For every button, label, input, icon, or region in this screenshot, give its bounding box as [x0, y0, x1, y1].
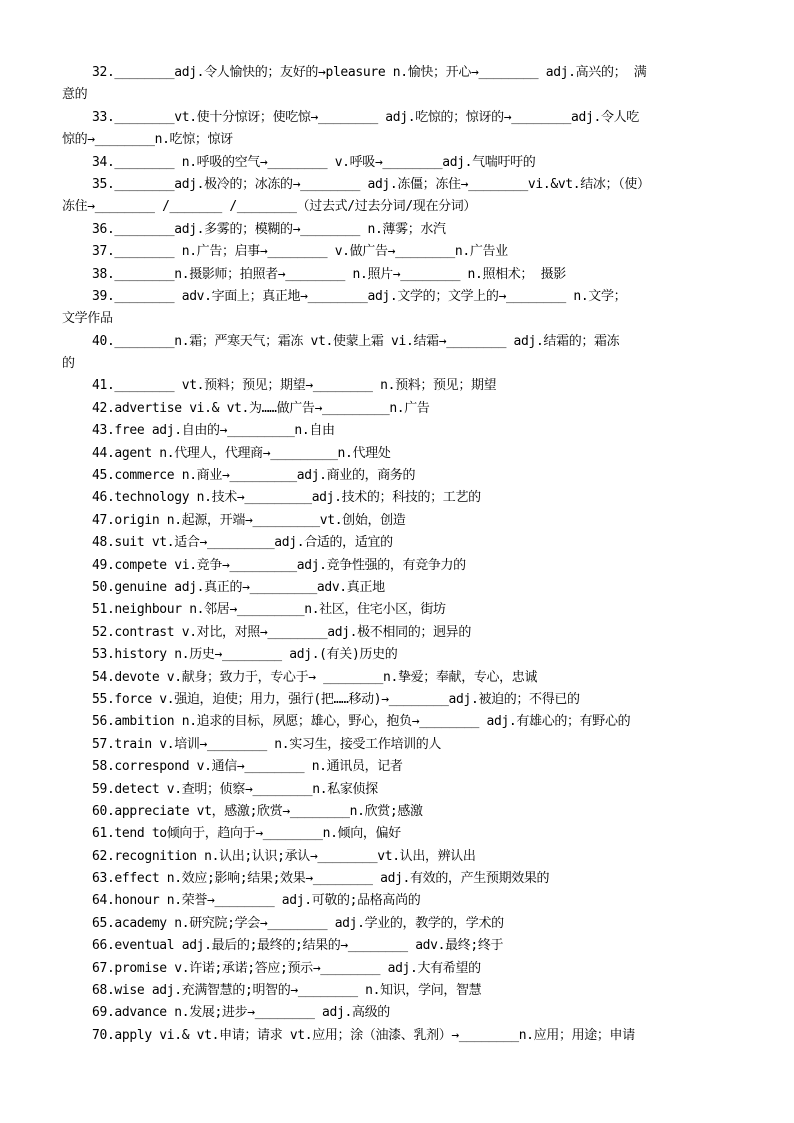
exercise-line: 42.advertise vi.& vt.为……做广告→_________n.广告 — [92, 400, 430, 416]
exercise-line: 66.eventual adj.最后的;最终的;结果的→________ adv.最终;终于 — [92, 938, 504, 954]
exercise-line: 70.apply vi.& vt.申请；请求 vt.应用；涂（油漆、乳剂）→________n.应用；用途；申请 — [92, 1027, 635, 1043]
exercise-line: 38.________n.摄影师；拍照者→________ n.照片→________ n.照相术； 摄影 — [92, 266, 566, 282]
exercise-line: 57.train v.培训→________ n.实习生，接受工作培训的人 — [92, 736, 442, 752]
exercise-line-continuation: 的 — [62, 356, 75, 372]
exercise-line: 32.________adj.令人愉快的；友好的→pleasure n.愉快；开心→________ adj.高兴的； 满 — [92, 65, 647, 80]
exercise-line: 37.________ n.广告；启事→________ v.做广告→________n.广告业 — [92, 244, 508, 260]
exercise-line-continuation: 文学作品 — [62, 311, 113, 327]
exercise-line: 46.technology n.技术→_________adj.技术的；科技的；工艺的 — [92, 490, 481, 506]
exercise-line: 58.correspond v.通信→________ n.通讯员，记者 — [92, 759, 403, 775]
exercise-line: 50.genuine adj.真正的→_________adv.真正地 — [92, 579, 385, 595]
exercise-line: 69.advance n.发展;进步→________ adj.高级的 — [92, 1005, 390, 1021]
exercise-line: 44.agent n.代理人，代理商→_________n.代理处 — [92, 445, 391, 461]
exercise-line: 49.compete vi.竞争→_________adj.竞争性强的，有竞争力的 — [92, 557, 466, 573]
exercise-line: 68.wise adj.充满智慧的;明智的→________ n.知识，学问，智慧 — [92, 983, 482, 999]
exercise-line: 33.________vt.使十分惊讶；使吃惊→________ adj.吃惊的；惊讶的→________adj.令人吃 — [92, 109, 639, 125]
exercise-line: 53.history n.历史→________ adj.(有关)历史的 — [92, 647, 398, 663]
exercise-line: 52.contrast v.对比，对照→________adj.极不相同的；迥异的 — [92, 624, 471, 640]
exercise-line: 62.recognition n.认出;认识;承认→________vt.认出，辨认出 — [92, 848, 476, 864]
exercise-line: 36.________adj.多雾的；模糊的→________ n.薄雾；水汽 — [92, 221, 446, 237]
exercise-line: 41.________ vt.预料；预见；期望→________ n.预料；预见；期望 — [92, 378, 497, 394]
exercise-line: 61.tend to倾向于，趋向于→________n.倾向，偏好 — [92, 826, 401, 842]
exercise-line-continuation: 意的 — [62, 87, 88, 103]
exercise-line: 48.suit vt.适合→_________adj.合适的，适宜的 — [92, 535, 393, 551]
exercise-line: 56.ambition n.追求的目标，夙愿；雄心，野心，抱负→________ adj.有雄心的；有野心的 — [92, 714, 631, 730]
exercise-line: 55.force v.强迫，迫使；用力，强行(把……移动)→________adj.被迫的；不得已的 — [92, 691, 580, 707]
exercise-line: 39.________ adv.字面上；真正地→________adj.文学的；文学上的→________ n.文学； — [92, 288, 627, 304]
exercise-line: 67.promise v.许诺;承诺;答应;预示→________ adj.大有希望的 — [92, 960, 481, 976]
exercise-line-continuation: 冻住→________ /_______ /________（过去式/过去分词/现在分词） — [62, 199, 477, 215]
exercise-line: 51.neighbour n.邻居→_________n.社区，住宅小区，街坊 — [92, 602, 446, 618]
exercise-line: 43.free adj.自由的→_________n.自由 — [92, 423, 335, 439]
exercise-line: 63.effect n.效应;影响;结果;效果→________ adj.有效的，产生预期效果的 — [92, 871, 550, 887]
exercise-line: 40.________n.霜；严寒天气；霜冻 vt.使蒙上霜 vi.结霜→________ adj.结霜的；霜冻 — [92, 333, 620, 349]
exercise-line: 47.origin n.起源，开端→_________vt.创始，创造 — [92, 512, 406, 528]
exercise-line: 64.honour n.荣誉→________ adj.可敬的;品格高尚的 — [92, 893, 421, 909]
vocabulary-exercise-list — [62, 62, 738, 1047]
exercise-line: 60.appreciate vt，感激;欣赏→________n.欣赏;感激 — [92, 803, 423, 819]
exercise-line-continuation: 惊的→________n.吃惊；惊讶 — [62, 132, 233, 148]
exercise-line: 59.detect v.查明；侦察→________n.私家侦探 — [92, 781, 378, 797]
exercise-line: 34.________ n.呼吸的空气→________ v.呼吸→________adj.气喘吁吁的 — [92, 154, 536, 170]
exercise-line: 54.devote v.献身；致力于，专心于→ ________n.挚爱；奉献，专心，忠诚 — [92, 669, 538, 685]
exercise-line: 35.________adj.极冷的；冰冻的→________ adj.冻僵；冻住→________vi.&vt.结冰；（使） — [92, 176, 650, 192]
exercise-line: 65.academy n.研究院;学会→________ adj.学业的，教学的，学术的 — [92, 915, 504, 931]
exercise-line: 45.commerce n.商业→_________adj.商业的，商务的 — [92, 468, 416, 484]
